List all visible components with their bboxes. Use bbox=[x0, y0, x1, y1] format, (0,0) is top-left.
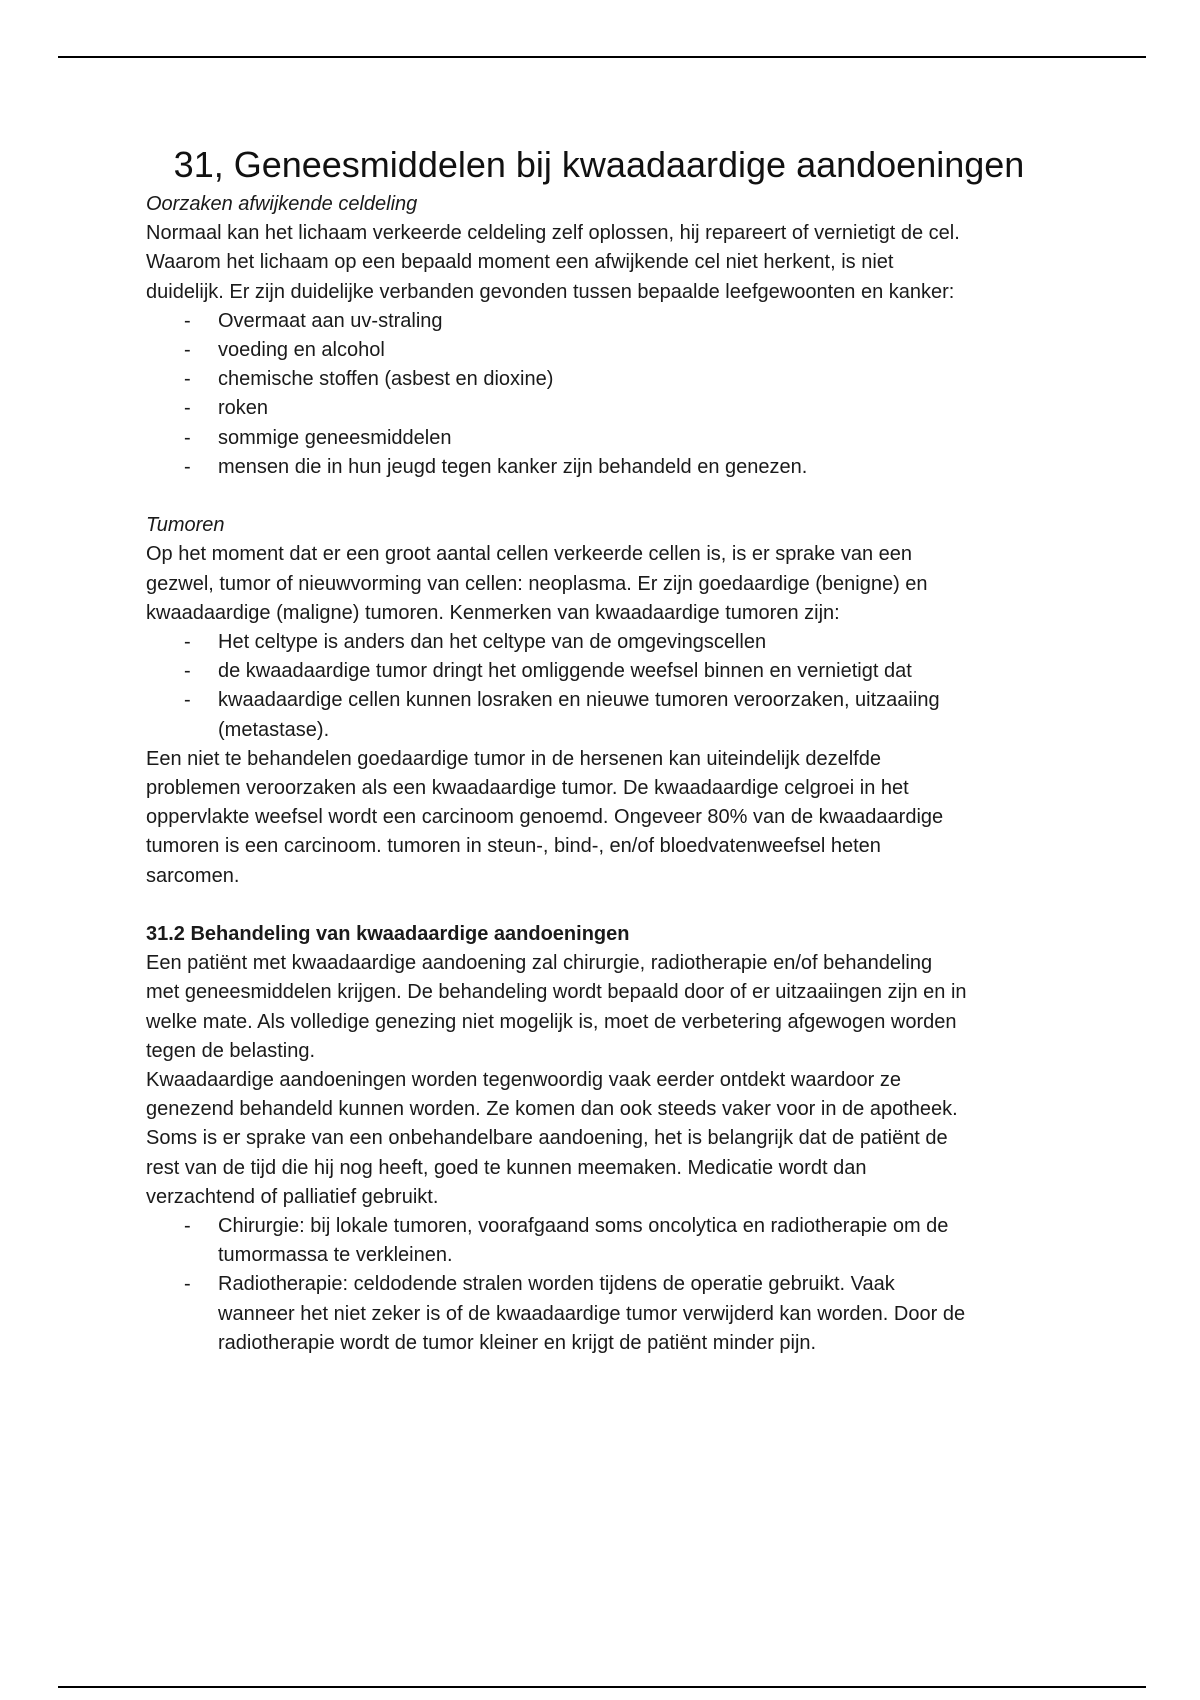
list-item-chirurgie bbox=[146, 1212, 1066, 1270]
paragraph-line: gezwel, tumor of nieuwvorming van cellen: neoplasma. Er zijn goedaardige (benigne) en bbox=[146, 572, 928, 595]
paragraph-line: Soms is er sprake van een onbehandelbare aandoening, het is belangrijk dat de patiënt de bbox=[146, 1127, 948, 1150]
list-item: - sommige geneesmiddelen bbox=[146, 424, 1066, 453]
paragraph-line: kwaadaardige (maligne) tumoren. Kenmerken van kwaadaardige tumoren zijn: bbox=[146, 601, 840, 624]
paragraph-line: Normaal kan het lichaam verkeerde celdeling zelf oplossen, hij repareert of vernietigt de cel. bbox=[146, 222, 960, 245]
treatment-list bbox=[146, 1212, 1066, 1358]
section-heading-behandeling: 31.2 Behandeling van kwaadaardige aandoeningen bbox=[146, 923, 630, 946]
paragraph-line: duidelijk. Er zijn duidelijke verbanden gevonden tussen bepaalde leefgewoonten en kanker: bbox=[146, 280, 955, 303]
list-item-continuation: (metastase). bbox=[218, 718, 330, 741]
spacer bbox=[146, 482, 1066, 511]
document-body bbox=[146, 140, 1066, 1358]
list-item: - Overmaat aan uv-straling bbox=[146, 307, 1066, 336]
paragraph-line: Een niet te behandelen goedaardige tumor in de hersenen kan uiteindelijk dezelfde bbox=[146, 747, 881, 770]
list-item bbox=[146, 686, 1066, 744]
list-item-text: tumormassa te verkleinen. bbox=[218, 1244, 453, 1267]
paragraph-line: genezend behandeld kunnen worden. Ze komen dan ook steeds vaker voor in de apotheek. bbox=[146, 1098, 958, 1121]
list-item-text: Radiotherapie: celdodende stralen worden tijdens de operatie gebruikt. Vaak bbox=[218, 1273, 895, 1296]
list-item: - voeding en alcohol bbox=[146, 336, 1066, 365]
page-title: 31, Geneesmiddelen bij kwaadaardige aandoeningen bbox=[173, 144, 1025, 185]
paragraph-line: Op het moment dat er een groot aantal cellen verkeerde cellen is, is er sprake van een bbox=[146, 543, 912, 566]
paragraph-line: Een patiënt met kwaadaardige aandoening zal chirurgie, radiotherapie en/of behandeling bbox=[146, 952, 933, 975]
paragraph-line: verzachtend of palliatief gebruikt. bbox=[146, 1185, 439, 1208]
paragraph-line: Waarom het lichaam op een bepaald moment een afwijkende cel niet herkent, is niet bbox=[146, 251, 894, 274]
section-heading-oorzaken: Oorzaken afwijkende celdeling bbox=[146, 193, 418, 215]
list-item-text: radiotherapie wordt de tumor kleiner en krijgt de patiënt minder pijn. bbox=[218, 1331, 817, 1354]
spacer bbox=[146, 891, 1066, 920]
list-item: - de kwaadaardige tumor dringt het omliggende weefsel binnen en vernietigt dat bbox=[146, 657, 1066, 686]
paragraph-line: met geneesmiddelen krijgen. De behandeling wordt bepaald door of er uitzaaiingen zijn en in bbox=[146, 981, 967, 1004]
list-item: - roken bbox=[146, 394, 1066, 423]
paragraph-line: problemen veroorzaken als een kwaadaardige tumor. De kwaadaardige celgroei in het bbox=[146, 777, 909, 800]
tumor-characteristics-list bbox=[146, 628, 1066, 745]
list-item: - chemische stoffen (asbest en dioxine) bbox=[146, 365, 1066, 394]
list-item-text: wanneer het niet zeker is of de kwaadaardige tumor verwijderd kan worden. Door de bbox=[218, 1302, 966, 1325]
list-item-text: kwaadaardige cellen kunnen losraken en nieuwe tumoren veroorzaken, uitzaaiing bbox=[218, 689, 940, 712]
section-heading-tumoren: Tumoren bbox=[146, 514, 225, 537]
paragraph-line: sarcomen. bbox=[146, 864, 240, 887]
list-item-text: Chirurgie: bij lokale tumoren, voorafgaand soms oncolytica en radiotherapie om de bbox=[218, 1215, 949, 1238]
top-rule bbox=[58, 56, 1146, 58]
paragraph-line: rest van de tijd die hij nog heeft, goed te kunnen meemaken. Medicatie wordt dan bbox=[146, 1156, 867, 1179]
paragraph-line: Kwaadaardige aandoeningen worden tegenwoordig vaak eerder ontdekt waardoor ze bbox=[146, 1069, 901, 1092]
list-item: - mensen die in hun jeugd tegen kanker zijn behandeld en genezen. bbox=[146, 453, 1066, 482]
list-item: - Het celtype is anders dan het celtype van de omgevingscellen bbox=[146, 628, 1066, 657]
list-item-radiotherapie bbox=[146, 1270, 1066, 1358]
paragraph-line: welke mate. Als volledige genezing niet mogelijk is, moet de verbetering afgewogen worden bbox=[146, 1010, 957, 1033]
bottom-rule bbox=[58, 1686, 1146, 1688]
risk-factor-list bbox=[146, 307, 1066, 482]
paragraph-line: tegen de belasting. bbox=[146, 1039, 316, 1062]
paragraph-line: oppervlakte weefsel wordt een carcinoom genoemd. Ongeveer 80% van de kwaadaardige bbox=[146, 806, 944, 829]
paragraph-line: tumoren is een carcinoom. tumoren in steun-, bind-, en/of bloedvatenweefsel heten bbox=[146, 835, 881, 858]
